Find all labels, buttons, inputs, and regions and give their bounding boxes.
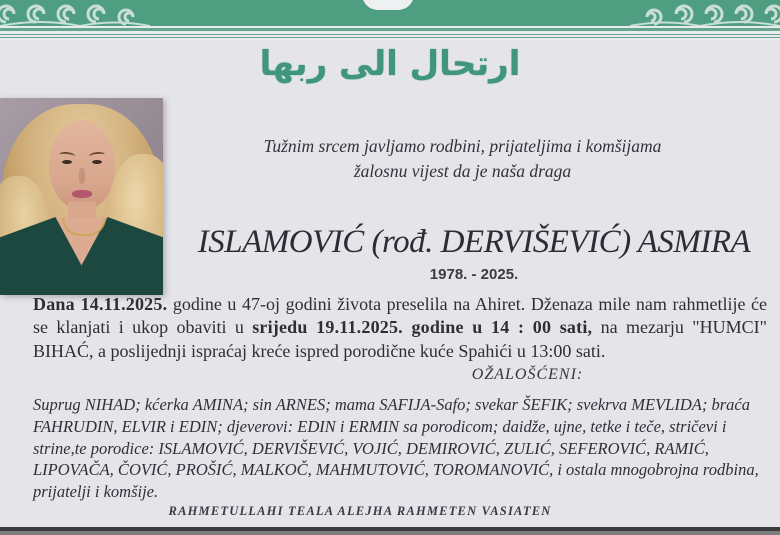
lips xyxy=(72,190,92,198)
arabic-calligraphy: ارتحال الى ربها xyxy=(259,44,521,84)
ornamental-header-band xyxy=(0,0,780,26)
eye xyxy=(92,160,102,164)
announcement-text-1: godine u 47-oj godini života preselila na Ahiret. Dženaza mile nam rahmetlije će se klanjati i ukop obaviti u xyxy=(33,294,768,338)
face xyxy=(49,120,115,210)
scrollwork-ornament-right-icon xyxy=(630,0,780,26)
scrollwork-ornament-left-icon xyxy=(0,0,150,26)
mourners-heading: OŽALOŠĆENI: xyxy=(471,366,584,383)
eyebrow xyxy=(89,151,106,160)
eye xyxy=(62,160,72,164)
mourners-paragraph: Suprug NIHAD; kćerka AMINA; sin ARNES; mama SAFIJA-Safo; svekar ŠEFIK; svekrva MEVLIDA; braća FAHRUDIN, ELVIR i EDIN; djeverovi: EDIN i ERMIN sa porodicom; daidže, ujne, tetke i teče, stričevi i strine,te porodice: ISLAMOVIĆ, DERVIŠEVIĆ, VOJIĆ, DEMIROVIĆ, ZULIĆ, SEFEROVIĆ, RAMIĆ, LIPOVAČA, ČOVIĆ, PROŠIĆ, MALKOČ, MAHMUTOVIĆ, TOROMANOVIĆ, i ostala mnogobrojna rodbina, prijatelji i komšije. xyxy=(33,395,759,502)
announcement-text-2: na mezarju "HUMCI" BIHAĆ, a poslijednji ispraćaj kreće ispred porodične kuće Spahići u 13:00 sati. xyxy=(33,317,767,361)
intro-line-1: Tužnim srcem javljamo rodbini, prijateljima i komšijama xyxy=(263,136,662,156)
eyebrow xyxy=(59,151,76,160)
life-years: 1978. - 2025. xyxy=(429,266,519,283)
deceased-portrait-photo xyxy=(0,98,163,295)
intro-line-2: žalosnu vijest da je naša draga xyxy=(353,161,572,182)
nose xyxy=(79,168,85,184)
top-center-notch xyxy=(362,0,414,10)
intro-text xyxy=(200,134,725,185)
funeral-datetime: srijedu 19.11.2025. godine u 14 : 00 sati, xyxy=(252,317,593,338)
photo-bottom-edge xyxy=(0,526,780,535)
footer-prayer: RAHMETULLAHI TEALA ALEJHA RAHMETEN VASIATEN xyxy=(168,504,552,518)
deceased-name: ISLAMOVIĆ (rođ. DERVIŠEVIĆ) ASMIRA xyxy=(197,224,751,260)
death-date: Dana 14.11.2025. xyxy=(33,294,168,314)
header-separator-lines xyxy=(0,26,780,40)
announcement-paragraph xyxy=(33,293,767,363)
